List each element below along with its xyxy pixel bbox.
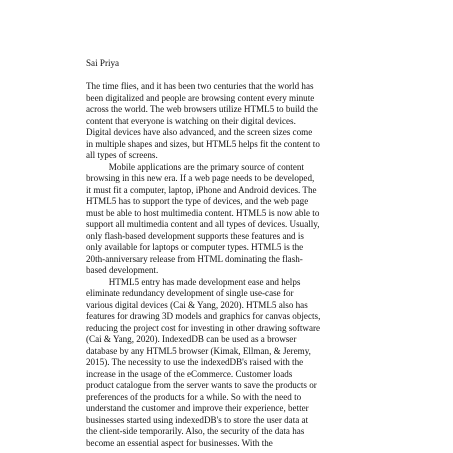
text-line: become an essential aspect for businesses. With the — [86, 437, 273, 448]
text-line: the client-side temporarily. Also, the security of the data has — [86, 426, 305, 436]
text-line: HTML5 has to support the type of devices, and the web page — [86, 196, 309, 206]
text-line: browsing in this new era. If a web page needs to be developed, — [86, 173, 315, 183]
text-line: must be able to host multimedia content. HTML5 is now able to — [86, 207, 320, 218]
text-line: across the world. The web browsers utilize HTML5 to build the — [86, 104, 318, 114]
text-line: increase in the usage of the eCommerce. Customer loads — [86, 368, 293, 379]
text-line: The time flies, and it has been two centuries that the world has — [86, 81, 314, 91]
paragraph-1 — [86, 81, 374, 162]
document-body — [86, 58, 374, 449]
text-line: Mobile applications are the primary source of content — [86, 161, 304, 172]
text-line: 20th-anniversary release from HTML dominating the flash- — [86, 253, 303, 264]
text-line: been digitalized and people are browsing content every minute — [86, 92, 315, 103]
author-name: Sai Priya — [86, 58, 120, 68]
text-line: it must fit a computer, laptop, iPhone and Android devices. The — [86, 184, 317, 195]
text-line: only flash-based development supports these features and is — [86, 230, 304, 241]
text-line: in multiple shapes and sizes, but HTML5 helps fit the content to — [86, 138, 320, 149]
text-line: eliminate redundancy development of single use-case for — [86, 288, 294, 298]
text-line: preferences of the products for a while. So with the need to — [86, 391, 302, 402]
text-line: businesses started using indexedDB's to store the user data at — [86, 414, 309, 425]
text-line: various digital devices (Cai & Yang, 2020). HTML5 also has — [86, 299, 308, 310]
text-line: all types of screens. — [86, 150, 158, 160]
text-line: content that everyone is watching on their digital devices. — [86, 115, 296, 126]
text-line: based development. — [86, 265, 159, 275]
text-line: (Cai & Yang, 2020). IndexedDB can be used as a browser — [86, 334, 297, 344]
text-line: HTML5 entry has made development ease and helps — [86, 276, 301, 287]
text-line: support all multimedia content and all types of devices. Usually, — [86, 219, 320, 229]
text-line: product catalogue from the server wants to save the products or — [86, 380, 317, 390]
text-line: reducing the project cost for investing in other drawing software — [86, 322, 321, 333]
text-line: Digital devices have also advanced, and the screen sizes come — [86, 127, 313, 137]
text-line: only available for laptops or computer types. HTML5 is the — [86, 242, 304, 252]
paragraph-3 — [86, 277, 374, 450]
text-line: database by any HTML5 browser (Kimak, Ellman, & Jeremy, — [86, 345, 311, 356]
text-line: features for drawing 3D models and graphics for canvas objects, — [86, 311, 321, 321]
text-line: 2015). The necessity to use the indexedDB's raised with the — [86, 357, 304, 367]
text-line: understand the customer and improve their experience, better — [86, 403, 309, 413]
paragraph-2 — [86, 162, 374, 277]
